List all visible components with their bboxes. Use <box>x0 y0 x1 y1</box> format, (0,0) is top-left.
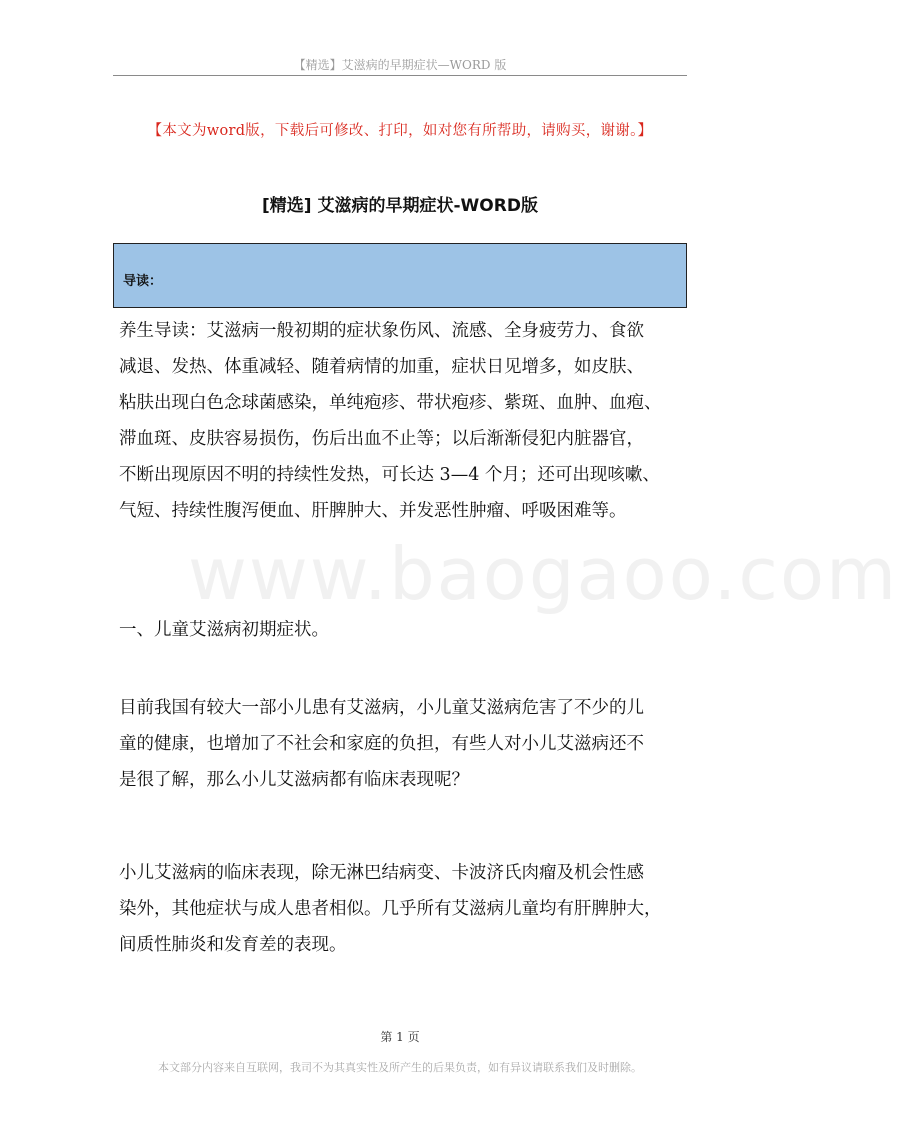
paragraph-line: 粘肤出现白色念球菌感染，单纯疱疹、带状疱疹、紫斑、血肿、血疱、 <box>119 393 662 413</box>
guide-label: 导读： <box>123 274 163 289</box>
paragraph-intro <box>119 313 685 529</box>
page-number: 第 1 页 <box>380 1030 420 1044</box>
paragraph-line: 气短、持续性腹泻便血、肝脾肿大、并发恶性肿瘤、呼吸困难等。 <box>119 501 627 521</box>
watermark: www.baogaoo.com <box>188 532 898 616</box>
paragraph-line: 小儿艾滋病的临床表现，除无淋巴结病变、卡波济氏肉瘤及机会性感 <box>119 863 644 883</box>
guide-box <box>113 243 687 308</box>
paragraph-line: 目前我国有较大一部小儿患有艾滋病，小儿童艾滋病危害了不少的儿 <box>119 698 644 718</box>
paragraph-line: 染外，其他症状与成人患者相似。几乎所有艾滋病儿童均有肝脾肿大， <box>119 899 662 919</box>
section-heading <box>119 612 685 648</box>
paragraph-line: 养生导读：艾滋病一般初期的症状象伤风、流感、全身疲劳力、食欲 <box>119 321 644 341</box>
paragraph-line: 减退、发热、体重减轻、随着病情的加重，症状日见增多，如皮肤、 <box>119 357 644 377</box>
paragraph-clinical <box>119 855 685 963</box>
paragraph-line: 是很了解，那么小儿艾滋病都有临床表现呢？ <box>119 770 469 790</box>
purchase-notice: 【本文为word版，下载后可修改、打印，如对您有所帮助，请购买，谢谢。】 <box>147 123 653 139</box>
paragraph-line: 间质性肺炎和发育差的表现。 <box>119 935 347 955</box>
header-divider <box>113 75 687 76</box>
footer-disclaimer: 本文部分内容来自互联网，我司不为其真实性及所产生的后果负责，如有异议请联系我们及时删除。 <box>158 1061 642 1074</box>
page-header: 【精选】艾滋病的早期症状—WORD 版 <box>293 58 507 72</box>
paragraph-line: 童的健康，也增加了不社会和家庭的负担，有些人对小儿艾滋病还不 <box>119 734 644 754</box>
section-heading-line: 一、儿童艾滋病初期症状。 <box>119 620 329 640</box>
paragraph-line: 滞血斑、皮肤容易损伤，伤后出血不止等；以后渐渐侵犯内脏器官， <box>119 429 644 449</box>
paragraph-line: 不断出现原因不明的持续性发热，可长达 3—4 个月；还可出现咳嗽、 <box>119 465 660 485</box>
paragraph-children <box>119 690 685 798</box>
document-title: [精选] 艾滋病的早期症状-WORD版 <box>262 196 538 216</box>
